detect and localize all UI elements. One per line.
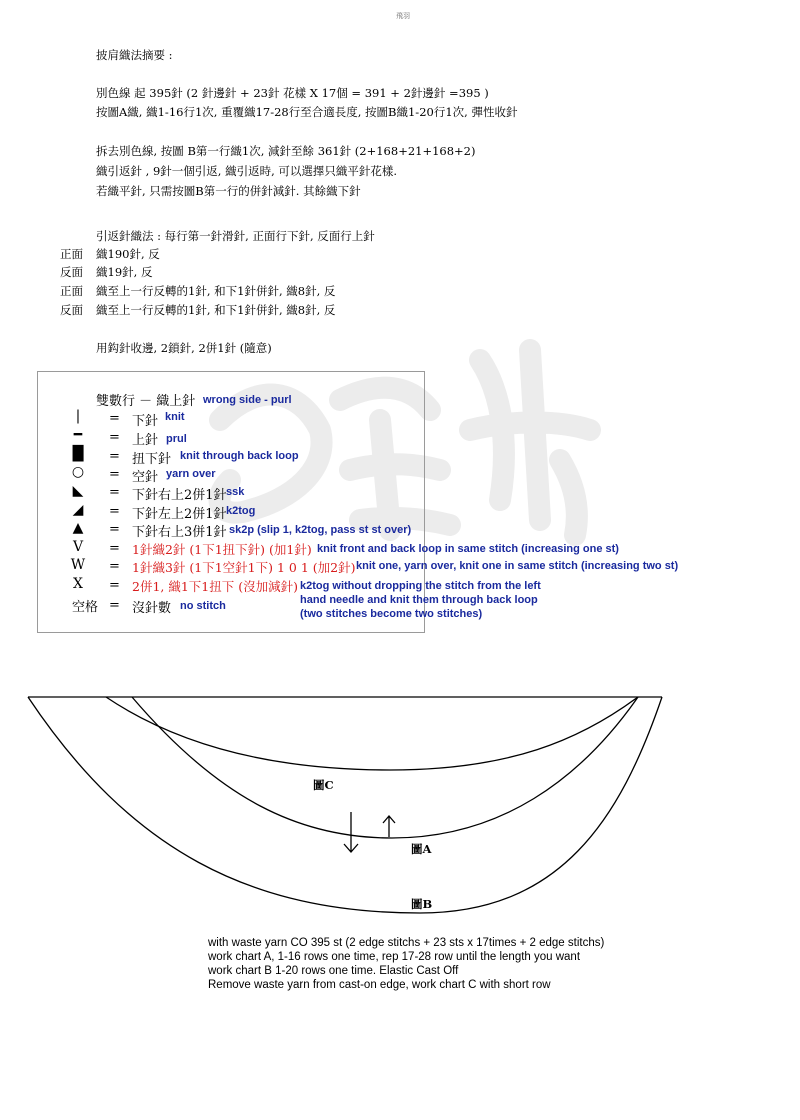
short-row-side: 正面 [60, 247, 83, 261]
outer-edge-line [28, 697, 662, 913]
instruction-line: work chart B 1-20 rows one time. Elastic Cast Off [208, 965, 459, 977]
letter-w-icon: W [70, 557, 86, 573]
short-row-text: 織19針, 反 [96, 265, 153, 279]
legend-en: prul [166, 433, 187, 445]
legend-zh: 扭下針 [132, 452, 172, 467]
up-triangle-icon: ▲ [72, 520, 84, 536]
summary-line: 若織平針, 只需按圖B第一行的併針減針. 其餘織下針 [96, 184, 361, 198]
legend-zh: 上針 [132, 433, 159, 448]
short-row-heading: 引返針織法 : 每行第一針滑針, 正面行下針, 反面行上針 [96, 229, 375, 243]
chart-c-label: 圖C [313, 778, 334, 792]
short-row-text: 織至上一行反轉的1針, 和下1針併針, 織8針, 反 [96, 284, 336, 298]
letter-v-icon: V [72, 539, 84, 555]
legend-equals: = [109, 504, 120, 519]
legend-en: knit [165, 411, 185, 423]
instruction-line: with waste yarn CO 395 st (2 edge stitchs + 23 sts x 17times + 2 edge stitchs) [208, 937, 605, 949]
legend-title-zh: 雙數行 － 織上針 [96, 394, 196, 409]
middle-edge-line [106, 697, 638, 770]
legend-en: knit one, yarn over, knit one in same stitch (increasing two st) [356, 560, 679, 572]
short-row-side: 正面 [60, 284, 83, 298]
legend-equals: = [109, 430, 120, 445]
right-slant-triangle-icon: ◣ [72, 483, 84, 499]
legend-zh: 1針織2針 (1下1扭下針) (加1針) [132, 542, 312, 557]
legend-en: k2tog [226, 505, 256, 517]
legend-zh: 沒針數 [132, 601, 172, 616]
legend-zh: 下針右上2併1針 [132, 488, 227, 503]
legend-equals: = [109, 449, 120, 464]
legend-blank-symbol: 空格 [72, 600, 99, 615]
legend-equals: = [109, 485, 120, 500]
chart-a-label: 圖A [411, 842, 432, 856]
chart-b-label: 圖B [411, 897, 433, 911]
legend-en: sk2p (slip 1, k2tog, pass st st over) [229, 524, 412, 536]
legend-en: knit through back loop [180, 450, 299, 462]
legend-en-continued: hand needle and knit them through back loop [300, 594, 538, 606]
legend-equals: = [109, 559, 120, 574]
inner-edge-line [132, 697, 638, 838]
short-row-side: 反面 [60, 303, 83, 317]
legend-zh: 下針左上2併1針 [132, 507, 227, 522]
horizontal-bar-icon: ━ [73, 427, 83, 443]
legend-equals: = [109, 467, 120, 482]
summary-line: 織引返針 , 9針一個引返, 織引返時, 可以選擇只織平針花樣. [96, 164, 398, 178]
legend-equals: = [109, 411, 120, 426]
legend-equals: = [109, 541, 120, 556]
legend-zh: 下針右上3併1針 [132, 525, 227, 540]
arrow-down-icon [344, 812, 358, 852]
vertical-bar-icon: | [75, 408, 81, 424]
legend-en: yarn over [166, 468, 216, 480]
short-row-text: 織至上一行反轉的1針, 和下1針併針, 織8針, 反 [96, 303, 336, 317]
legend-zh: 1針織3針 (1下1空針1下) 1 0 1 (加2針) [132, 560, 356, 575]
legend-equals: = [109, 522, 120, 537]
legend-title-en: wrong side - purl [203, 394, 292, 406]
summary-line: 別色線 起 395針 (2 針邊針 + 23針 花樣 X 17個 = 391 + 2針邊針 =395 ) [96, 86, 489, 100]
circle-icon: ○ [71, 464, 85, 480]
legend-zh: 下針 [132, 414, 159, 429]
summary-heading: 披肩織法摘要 : [96, 48, 173, 62]
legend-en: k2tog without dropping the stitch from the left [300, 580, 541, 592]
letter-x-icon: X [73, 576, 83, 592]
legend-equals: = [109, 598, 120, 613]
legend-en: no stitch [180, 600, 226, 612]
legend-zh: 2併1, 織1下1扭下 (沒加減針) [132, 579, 298, 594]
instruction-line: Remove waste yarn from cast-on edge, work chart C with short row [208, 979, 551, 991]
summary-line: 拆去別色線, 按圖 B第一行織1次, 減針至餘 361針 (2+168+21+168+2) [96, 144, 476, 158]
instruction-line: work chart A, 1-16 rows one time, rep 17-28 row until the length you want [208, 951, 581, 963]
legend-equals: = [109, 578, 120, 593]
finish-instruction: 用鈎針收邊, 2鎖針, 2併1針 (隨意) [96, 341, 272, 355]
left-slant-triangle-icon: ◢ [72, 502, 84, 518]
legend-en-continued: (two stitches become two stitches) [300, 608, 483, 620]
short-row-text: 織190針, 反 [96, 247, 160, 261]
page-header: 飛羽 [396, 12, 410, 20]
legend-zh: 空針 [132, 470, 159, 485]
shawl-diagram [0, 680, 800, 930]
summary-line: 按圖A織, 織1-16行1次, 重覆織17-28行至合適長度, 按圖B織1-20行1次, 彈性收針 [96, 105, 518, 119]
filled-square-icon: █ [72, 446, 84, 462]
short-row-side: 反面 [60, 265, 83, 279]
legend-en: knit front and back loop in same stitch (increasing one st) [317, 543, 619, 555]
arrow-up-icon [383, 816, 395, 837]
legend-en: ssk [226, 486, 245, 498]
